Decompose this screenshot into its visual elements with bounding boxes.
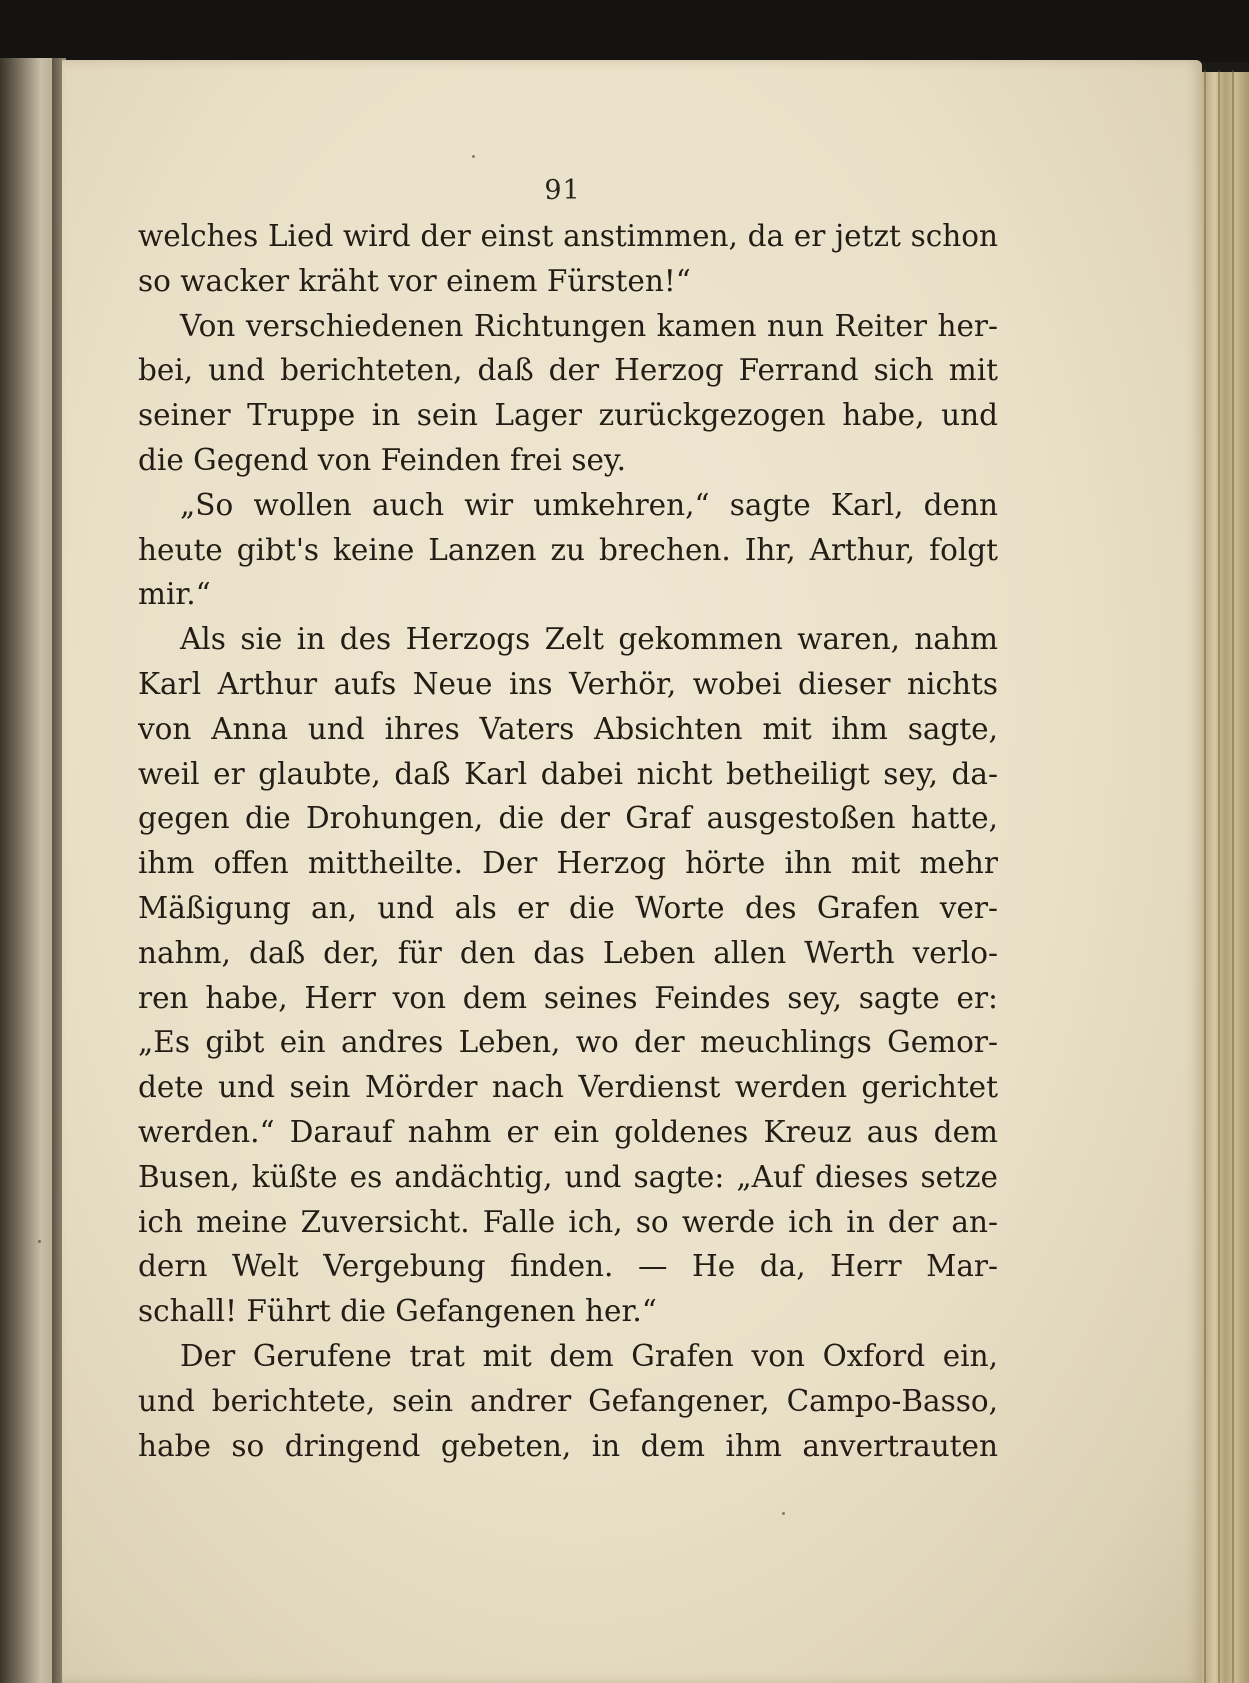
body-text [138, 214, 998, 1468]
page-number: 91 [544, 175, 581, 206]
text-line: so wacker kräht vor einem Fürsten!“ [138, 263, 691, 298]
text-line: seiner Truppe in sein Lager zurückgezogen habe, und [138, 398, 998, 433]
text-line: Als sie in des Herzogs Zelt gekommen waren, nahm [180, 622, 998, 657]
text-line: heute gibt's keine Lanzen zu brechen. Ihr, Arthur, folgt [138, 532, 998, 567]
scanner-background [0, 0, 1249, 62]
text-line: ihm offen mittheilte. Der Herzog hörte ihn mit mehr [138, 846, 998, 881]
text-line: nahm, daß der, für den das Leben allen Werth verlo- [138, 935, 998, 970]
text-line: Von verschiedenen Richtungen kamen nun Reiter her- [180, 308, 998, 343]
text-line: welches Lied wird der einst anstimmen, da er jetzt schon [138, 219, 998, 253]
text-line: habe so dringend gebeten, in dem ihm anvertrauten [138, 1428, 998, 1463]
text-line: mir.“ [138, 577, 211, 612]
text-line: ren habe, Herr von dem seines Feindes sey, sagte er: [138, 980, 998, 1015]
paper-speck [472, 155, 475, 158]
page-edge-line [1204, 70, 1206, 1683]
text-line: ich meine Zuversicht. Falle ich, so werde ich in der an- [138, 1204, 998, 1239]
paper-speck [782, 1512, 785, 1515]
text-line: bei, und berichteten, daß der Herzog Ferrand sich mit [138, 353, 998, 388]
text-line: werden.“ Darauf nahm er ein goldenes Kreuz aus dem [138, 1114, 998, 1149]
text-line: Der Gerufene trat mit dem Grafen von Oxford ein, [180, 1338, 998, 1373]
page-edge-line [1232, 70, 1234, 1683]
text-line: schall! Führt die Gefangenen her.“ [138, 1294, 657, 1329]
text-line: von Anna und ihres Vaters Absichten mit ihm sagte, [138, 711, 998, 746]
text-line: Mäßigung an, und als er die Worte des Grafen ver- [138, 890, 998, 925]
text-line: „So wollen auch wir umkehren,“ sagte Karl, denn [180, 487, 998, 522]
text-line: Karl Arthur aufs Neue ins Verhör, wobei dieser nichts [138, 666, 998, 701]
text-line: gegen die Drohungen, die der Graf ausgestoßen hatte, [138, 801, 998, 836]
text-line: „Es gibt ein andres Leben, wo der meuchlings Gemor- [138, 1025, 998, 1060]
text-line: Busen, küßte es andächtig, und sagte: „Auf dieses setze [138, 1159, 998, 1194]
text-line: die Gegend von Feinden frei sey. [138, 442, 627, 477]
text-line: dete und sein Mörder nach Verdienst werden gerichtet [138, 1070, 998, 1105]
paper-speck [38, 1240, 41, 1243]
text-line: dern Welt Vergebung finden. — He da, Herr Mar- [138, 1249, 998, 1284]
left-page-edge [0, 58, 58, 1683]
text-line: weil er glaubte, daß Karl dabei nicht betheiligt sey, da- [138, 756, 998, 791]
page-edge-line [1218, 70, 1220, 1683]
text-line: und berichtete, sein andrer Gefangener, Campo-Basso, [138, 1383, 998, 1418]
